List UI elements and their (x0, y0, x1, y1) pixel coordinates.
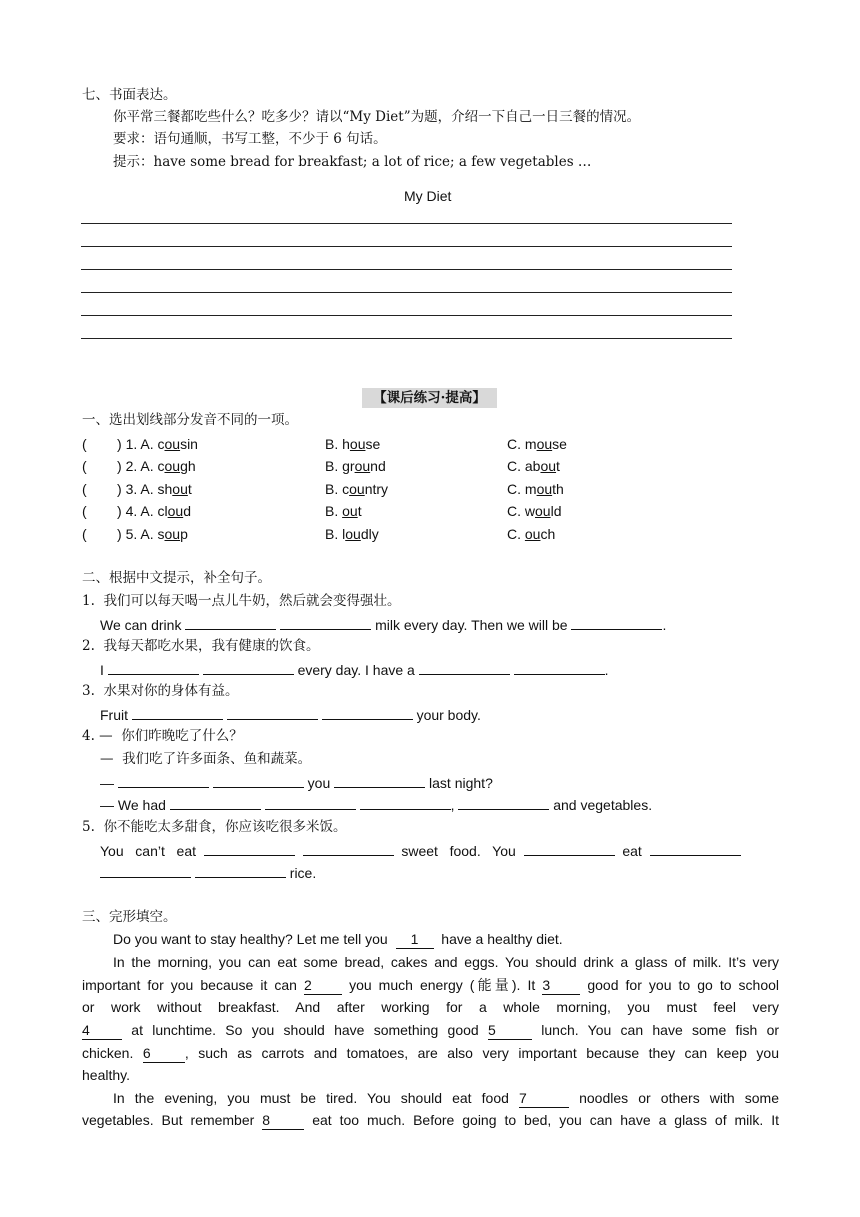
underlined-letters: ou (536, 436, 553, 452)
q3-sentence (100, 705, 481, 724)
cloze-p2-line3: or work without breakfast. And after working for a whole morning, you must feel very (82, 999, 779, 1015)
answer-box[interactable] (90, 457, 114, 475)
cloze-p1 (113, 930, 563, 949)
option-text: p (180, 526, 188, 542)
cloze-text: Do you want to stay healthy? Let me tell you (113, 931, 388, 947)
writing-line[interactable] (81, 223, 732, 224)
option-text: C. m (507, 481, 537, 497)
q3-chinese: 3. 水果对你的身体有益。 (82, 683, 239, 699)
answer-paren-close: ) (117, 436, 122, 452)
underlined-letters: ou (349, 436, 366, 452)
underlined-letters: ou (354, 458, 371, 474)
answer-paren (82, 525, 87, 543)
q4-sentence-a (100, 773, 493, 792)
practice-header: 【课后练习·提高】 (362, 388, 497, 408)
q1-end: . (662, 617, 667, 633)
answer-blank[interactable] (458, 795, 549, 810)
answer-blank[interactable] (514, 660, 605, 675)
cloze-p2-line4 (82, 1021, 779, 1040)
q2-sentence (100, 660, 608, 679)
option-text: d (183, 503, 191, 519)
item-number: 1. A. (125, 436, 158, 452)
q4-text-f: and vegetables. (553, 797, 653, 813)
q5-text-c: eat (622, 843, 642, 859)
q5-sentence-a (100, 841, 741, 860)
item-number: 3. A. (125, 481, 158, 497)
item-number: 2. A. (125, 458, 158, 474)
option-text: gh (180, 458, 196, 474)
option-text: se (365, 436, 381, 452)
cloze-p2-line6: healthy. (82, 1067, 130, 1083)
section1-title: 一、选出划线部分发音不同的一项。 (82, 412, 298, 428)
answer-blank[interactable] (334, 773, 425, 788)
q2-end: . (604, 662, 609, 678)
underlined-letters: ou (342, 503, 358, 519)
answer-blank[interactable] (280, 615, 371, 630)
answer-paren (82, 457, 87, 475)
cloze-blank-1[interactable]: 1 (396, 930, 434, 949)
answer-paren-open: ( (82, 503, 87, 519)
option-text: th (552, 481, 564, 497)
answer-blank[interactable] (571, 615, 662, 630)
underlined-letters: ou (345, 526, 361, 542)
option-c (507, 457, 560, 475)
answer-paren-open: ( (82, 481, 87, 497)
q1-sentence (100, 615, 666, 634)
underlined-letters: ou (164, 436, 181, 452)
cloze-blank-2[interactable]: 2 (304, 976, 342, 995)
option-text: sin (180, 436, 198, 452)
option-text: t (187, 481, 192, 497)
q1-text-b: milk every day. Then we will be (375, 617, 568, 633)
writing-line[interactable] (81, 269, 732, 270)
writing-line[interactable] (81, 246, 732, 247)
essay-title: My Diet (404, 188, 452, 204)
q2-chinese: 2. 我每天都吃水果，我有健康的饮食。 (82, 638, 320, 654)
option-text: C. m (507, 436, 537, 452)
section2-title: 二、根据中文提示，补全句子。 (82, 570, 271, 586)
option-a (117, 457, 196, 475)
answer-blank[interactable] (322, 705, 413, 720)
option-text: ch (540, 526, 556, 542)
option-b (325, 457, 386, 475)
answer-blank[interactable] (524, 841, 615, 856)
answer-paren (82, 502, 87, 520)
cloze-blank-7[interactable]: 7 (519, 1089, 569, 1108)
item-number: 4. A. (125, 503, 158, 519)
cloze-text: noodles or others with some (579, 1090, 779, 1106)
answer-paren-open: ( (82, 436, 87, 452)
q5-text-a: You can’t eat (100, 843, 196, 859)
answer-blank[interactable] (108, 660, 199, 675)
option-text: C. (507, 526, 525, 542)
underlined-letters: ou (524, 526, 541, 542)
answer-blank[interactable] (213, 773, 304, 788)
option-text: ld (550, 503, 562, 519)
option-text: B. c (325, 481, 350, 497)
answer-blank[interactable] (203, 660, 294, 675)
cloze-text: chicken. (82, 1045, 134, 1061)
cloze-text: lunch. You can have some fish or (541, 1022, 780, 1038)
answer-blank[interactable] (170, 795, 261, 810)
cloze-text: good for you to go to school (587, 977, 780, 993)
answer-blank[interactable] (650, 841, 741, 856)
option-text: c (157, 436, 165, 452)
option-text: cl (157, 503, 168, 519)
cloze-text: vegetables. But remember (82, 1112, 255, 1128)
answer-blank[interactable] (185, 615, 276, 630)
section7-hint: 提示：have some bread for breakfast; a lot of rice; a few vegetables … (113, 154, 592, 170)
q1-chinese: 1. 我们可以每天喝一点儿牛奶，然后就会变得强壮。 (82, 593, 401, 609)
section7-prompt: 你平常三餐都吃些什么？吃多少？请以“My Diet”为题，介绍一下自己一日三餐的情况。 (113, 109, 641, 125)
answer-paren-close: ) (117, 458, 122, 474)
writing-line[interactable] (81, 338, 732, 339)
answer-paren-close: ) (117, 481, 122, 497)
q4-text-d: — We had (100, 797, 166, 813)
answer-box[interactable] (90, 480, 114, 498)
option-a (117, 502, 191, 520)
cloze-p3-line2 (82, 1111, 779, 1130)
underlined-letters: ou (172, 481, 188, 497)
q2-text-b: every day. I have a (297, 662, 415, 678)
underlined-letters: ou (349, 481, 365, 497)
q2-text-a: I (100, 662, 104, 678)
cloze-blank-5[interactable]: 5 (488, 1021, 532, 1040)
option-text: c (157, 458, 165, 474)
option-c (507, 502, 561, 520)
q4-text-b: you (307, 775, 331, 791)
section7-requirement: 要求：语句通顺，书写工整，不少于 6 句话。 (113, 131, 387, 147)
q3-text-a: Fruit (100, 707, 128, 723)
underlined-letters: ou (164, 458, 181, 474)
option-text: ntry (364, 481, 389, 497)
answer-blank[interactable] (419, 660, 510, 675)
answer-paren (82, 480, 87, 498)
option-text: B. h (325, 436, 350, 452)
section7-title: 七、书面表达。 (82, 87, 177, 103)
q5-text-d: rice. (289, 865, 317, 881)
answer-paren-open: ( (82, 458, 87, 474)
option-b (325, 480, 388, 498)
option-a (117, 525, 188, 543)
q4-chinese-answer: — 我们吃了许多面条、鱼和蔬菜。 (100, 751, 312, 767)
answer-blank[interactable] (360, 795, 451, 810)
option-b (325, 525, 379, 543)
cloze-blank-8[interactable]: 8 (262, 1111, 304, 1130)
option-c (507, 525, 555, 543)
underlined-letters: ou (536, 481, 553, 497)
q4-comma: , (450, 797, 455, 813)
answer-blank[interactable] (132, 705, 223, 720)
underlined-letters: ou (535, 503, 551, 519)
q5-sentence-b (100, 863, 316, 882)
writing-line[interactable] (81, 315, 732, 316)
answer-box[interactable] (90, 435, 114, 453)
underlined-letters: ou (540, 458, 557, 474)
option-text: B. gr (325, 458, 355, 474)
q5-text-b: sweet food. You (401, 843, 516, 859)
cloze-text: have a healthy diet. (441, 931, 563, 947)
option-text: B. l (325, 526, 346, 542)
cloze-text: you much energy (能量). It (349, 977, 536, 993)
answer-blank[interactable] (100, 863, 191, 878)
q4-text-c: last night? (429, 775, 493, 791)
item-number: 5. A. (125, 526, 158, 542)
option-b (325, 502, 362, 520)
cloze-blank-6[interactable]: 6 (143, 1044, 185, 1063)
cloze-text: eat too much. Before going to bed, you can have a glass of milk. It (312, 1112, 780, 1128)
option-text: t (556, 458, 560, 474)
q4-dash: — (100, 775, 114, 791)
q3-text-b: your body. (416, 707, 481, 723)
answer-blank[interactable] (204, 841, 295, 856)
answer-paren-open: ( (82, 526, 87, 542)
answer-blank[interactable] (303, 841, 394, 856)
option-text: B. (325, 503, 343, 519)
cloze-text: , such as carrots and tomatoes, are also very important because they can keep you (184, 1045, 779, 1061)
cloze-p2-line5 (82, 1044, 779, 1063)
writing-line[interactable] (81, 292, 732, 293)
option-text: sh (157, 481, 173, 497)
option-text: t (357, 503, 362, 519)
option-text: nd (370, 458, 386, 474)
cloze-text: at lunchtime. So you should have something good (131, 1022, 479, 1038)
option-a (117, 435, 198, 453)
answer-paren-close: ) (117, 503, 122, 519)
cloze-p2-line1: In the morning, you can eat some bread, cakes and eggs. You should drink a glass of milk. It’s very (113, 954, 779, 970)
option-text: se (552, 436, 567, 452)
answer-blank[interactable] (265, 795, 356, 810)
answer-blank[interactable] (227, 705, 318, 720)
option-c (507, 480, 564, 498)
cloze-p3-line1 (82, 1089, 779, 1108)
answer-paren-close: ) (117, 526, 122, 542)
answer-blank[interactable] (195, 863, 286, 878)
answer-paren (82, 435, 87, 453)
cloze-blank-3[interactable]: 3 (542, 976, 580, 995)
q1-text-a: We can drink (100, 617, 182, 633)
cloze-text: In the evening, you must be tired. You should eat food (113, 1090, 509, 1106)
underlined-letters: ou (167, 503, 184, 519)
answer-box[interactable] (90, 502, 114, 520)
q4-chinese: 4. — 你们昨晚吃了什么？ (82, 728, 243, 744)
section3-title: 三、完形填空。 (82, 909, 177, 925)
option-c (507, 435, 567, 453)
cloze-blank-4[interactable]: 4 (82, 1021, 122, 1040)
cloze-p2-line2 (82, 976, 779, 995)
option-text: C. w (507, 503, 535, 519)
option-text: C. ab (507, 458, 541, 474)
option-text: dly (360, 526, 379, 542)
option-b (325, 435, 380, 453)
underlined-letters: ou (164, 526, 181, 542)
q4-sentence-b (100, 795, 652, 814)
answer-box[interactable] (90, 525, 114, 543)
cloze-text: important for you because it can (82, 977, 297, 993)
option-a (117, 480, 192, 498)
q5-chinese: 5. 你不能吃太多甜食，你应该吃很多米饭。 (82, 819, 347, 835)
option-text: s (157, 526, 165, 542)
answer-blank[interactable] (118, 773, 209, 788)
